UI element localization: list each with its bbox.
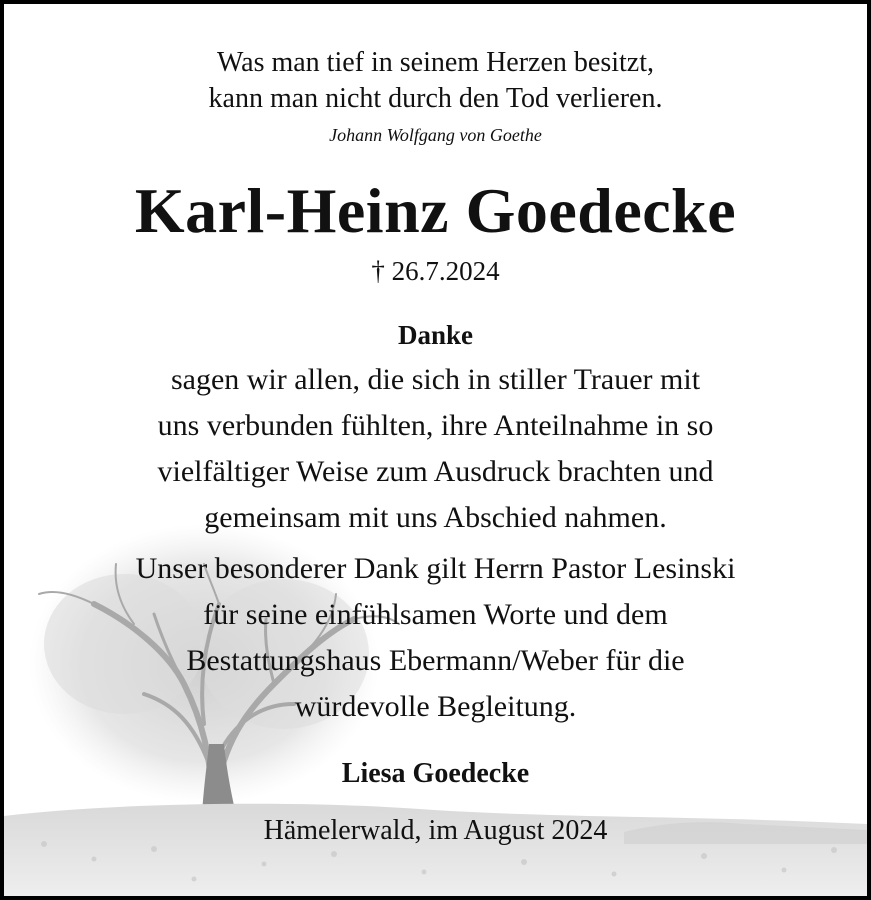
thanks-line: für seine einfühlsamen Worte und dem xyxy=(203,598,668,631)
quote-line: Was man tief in seinem Herzen besitzt, xyxy=(216,47,655,78)
thanks-line: vielfältiger Weise zum Ausdruck brachten und xyxy=(157,455,714,488)
quote-line: kann man nicht durch den Tod verlieren. xyxy=(208,83,663,114)
deceased-name: Karl-Heinz Goedecke xyxy=(134,175,737,246)
notice-text xyxy=(4,4,867,896)
thanks-line: Unser besonderer Dank gilt Herrn Pastor Lesinski xyxy=(135,552,736,585)
thanks-line: uns verbunden fühlten, ihre Anteilnahme in so xyxy=(157,409,714,442)
thanks-heading: Danke xyxy=(397,320,473,350)
thanks-line: würdevolle Begleitung. xyxy=(294,690,577,723)
death-date: † 26.7.2024 xyxy=(371,256,500,286)
thanks-line: sagen wir allen, die sich in stiller Trauer mit xyxy=(170,363,701,396)
quote-author: Johann Wolfgang von Goethe xyxy=(329,125,542,145)
thanks-line: gemeinsam mit uns Abschied nahmen. xyxy=(204,501,667,534)
signer-name: Liesa Goedecke xyxy=(341,758,530,789)
thanks-line: Bestattungshaus Ebermann/Weber für die xyxy=(186,644,685,677)
place-date: Hämelerwald, im August 2024 xyxy=(263,815,608,846)
